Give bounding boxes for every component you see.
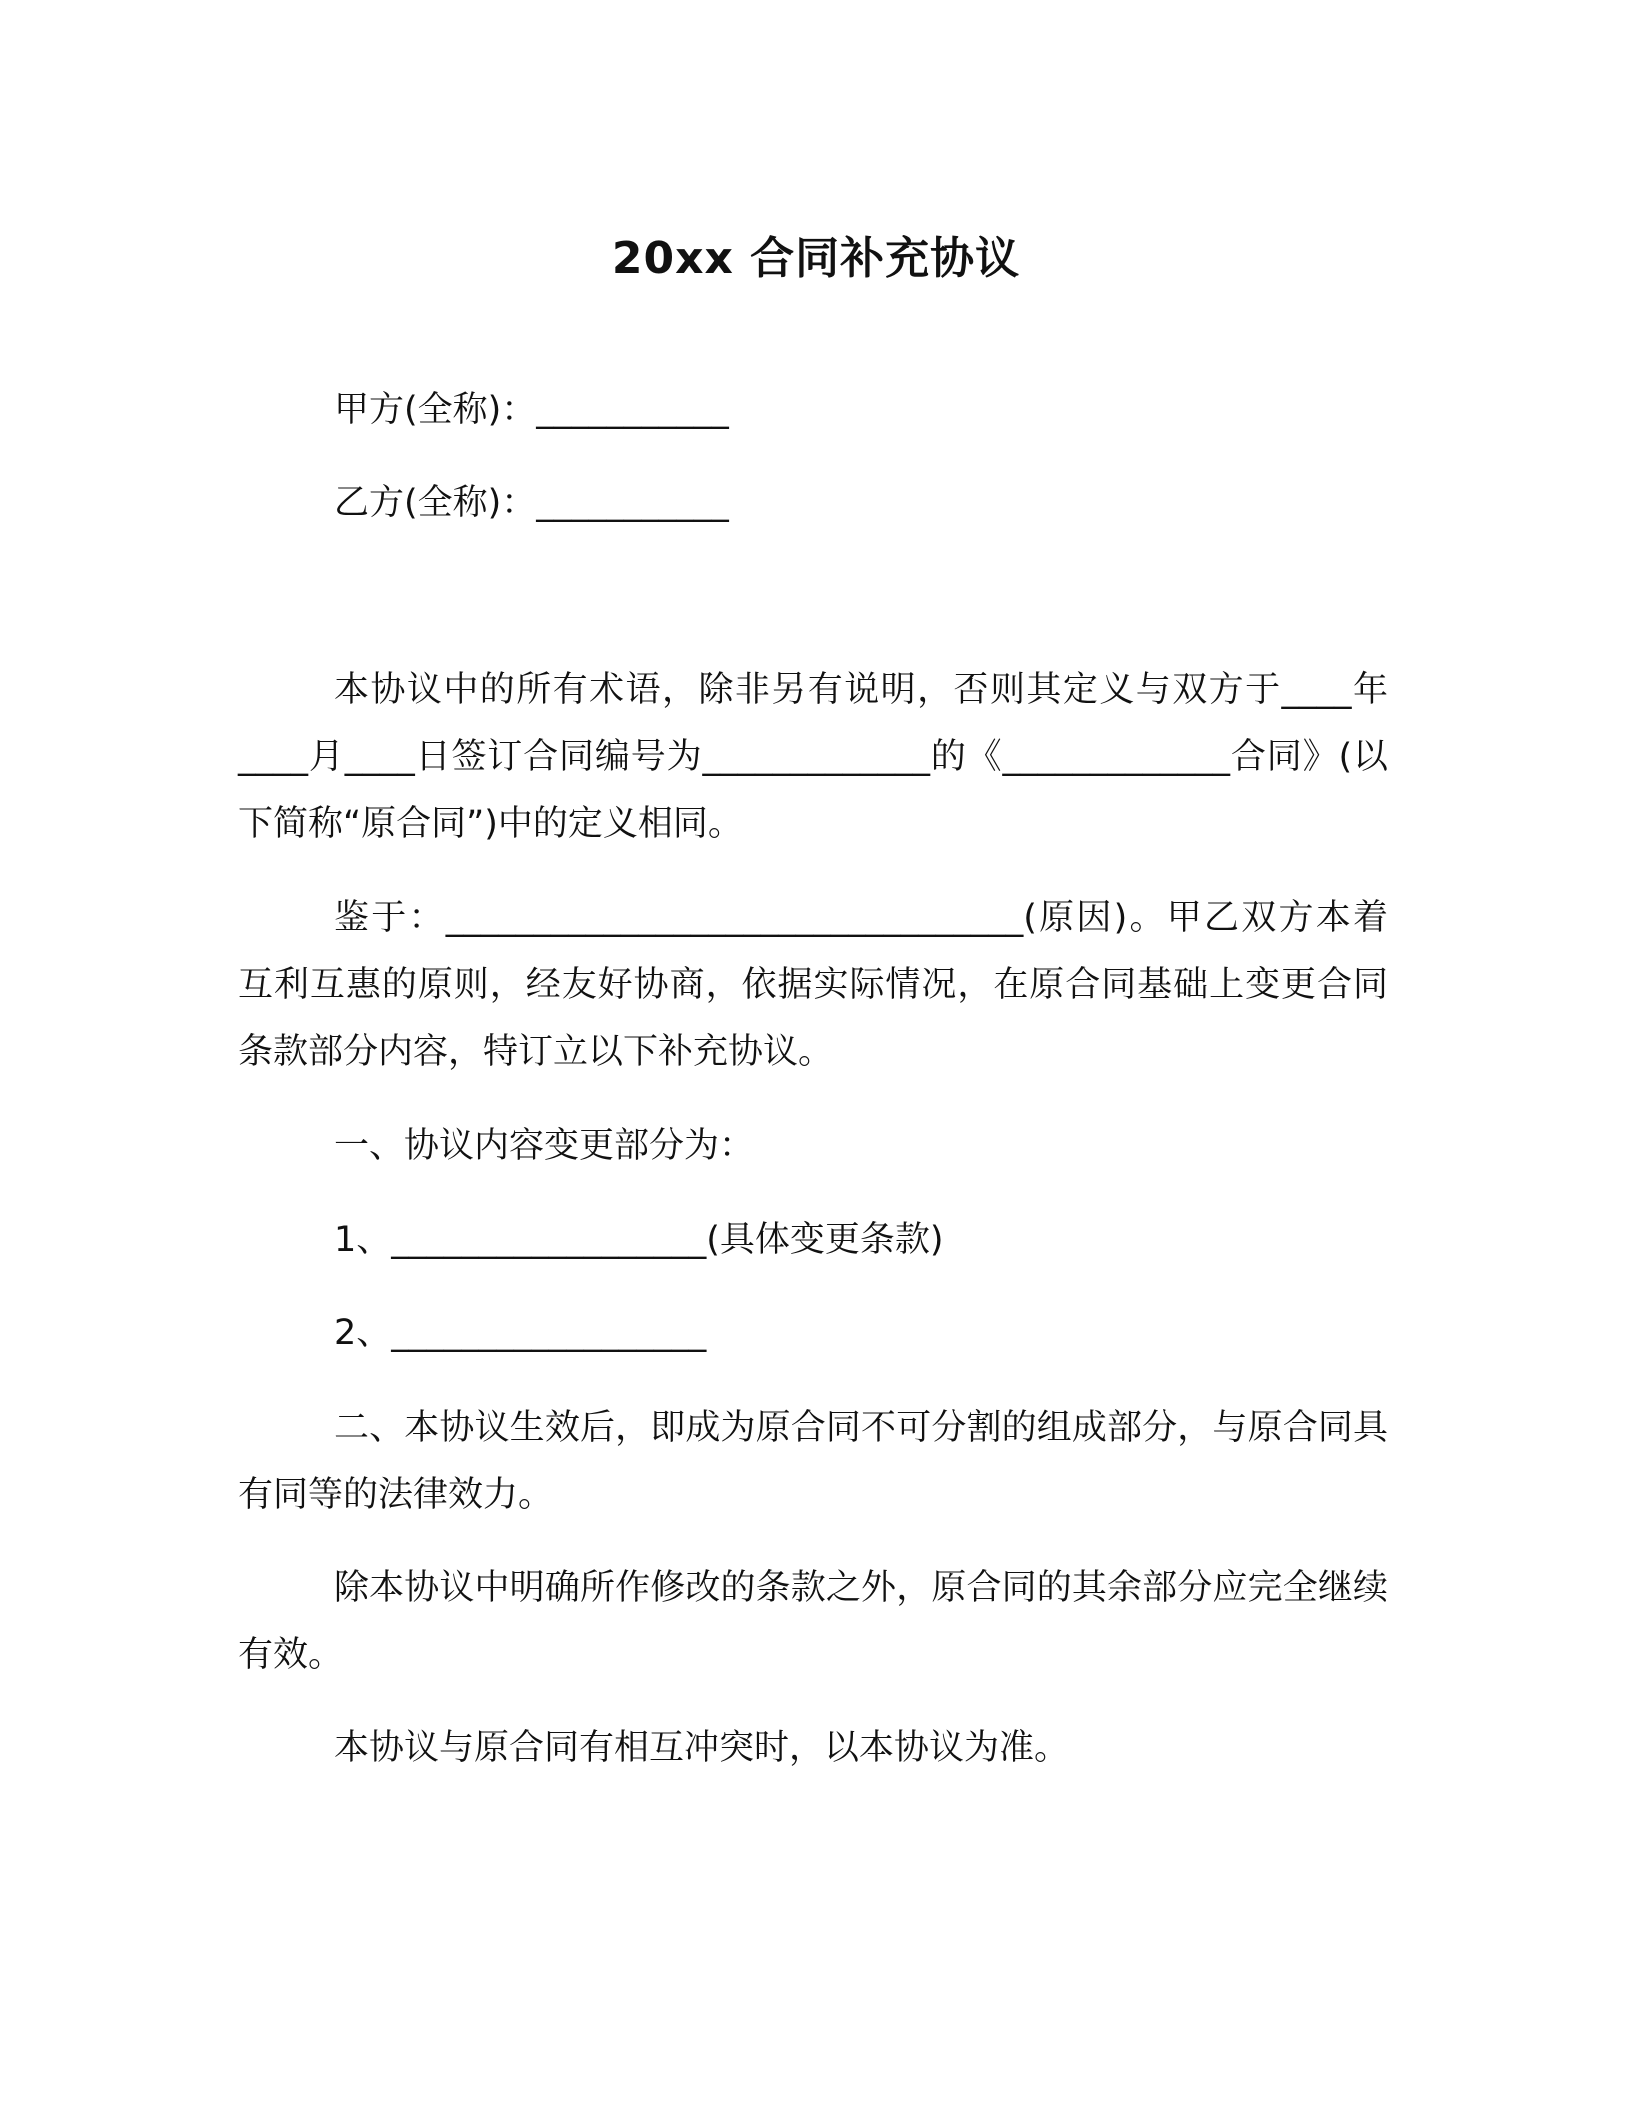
conflict-rule-paragraph: 本协议与原合同有相互冲突时，以本协议为准。 xyxy=(334,1728,1070,1768)
section-two-paragraph: 二、本协议生效后，即成为原合同不可分割的组成部分，与原合同具有同等的法律效力。 xyxy=(238,1408,1388,1515)
whereas-paragraph: 鉴于：_________________________________(原因)。甲乙双方本着互利互惠的原则，经友好协商，依据实际情况，在原合同基础上变更合同条款部分内容，特订立以下补充协议。 xyxy=(238,898,1388,1072)
change-item-2: 2、__________________ xyxy=(334,1313,707,1353)
party-b-line: 乙方(全称)：___________ xyxy=(334,483,729,523)
section-one-heading: 一、协议内容变更部分为： xyxy=(334,1126,755,1166)
remaining-validity-paragraph: 除本协议中明确所作修改的条款之外，原合同的其余部分应完全继续有效。 xyxy=(238,1568,1388,1675)
definitions-paragraph: 本协议中的所有术语，除非另有说明，否则其定义与双方于____年____月____日签订合同编号为_____________的《_____________合同》(以下简称“原合同”)中的定义相同。 xyxy=(238,670,1388,844)
document-title: 20xx 合同补充协议 xyxy=(611,233,1021,284)
change-item-1: 1、__________________(具体变更条款) xyxy=(334,1220,944,1260)
party-a-line: 甲方(全称)：___________ xyxy=(334,390,729,430)
